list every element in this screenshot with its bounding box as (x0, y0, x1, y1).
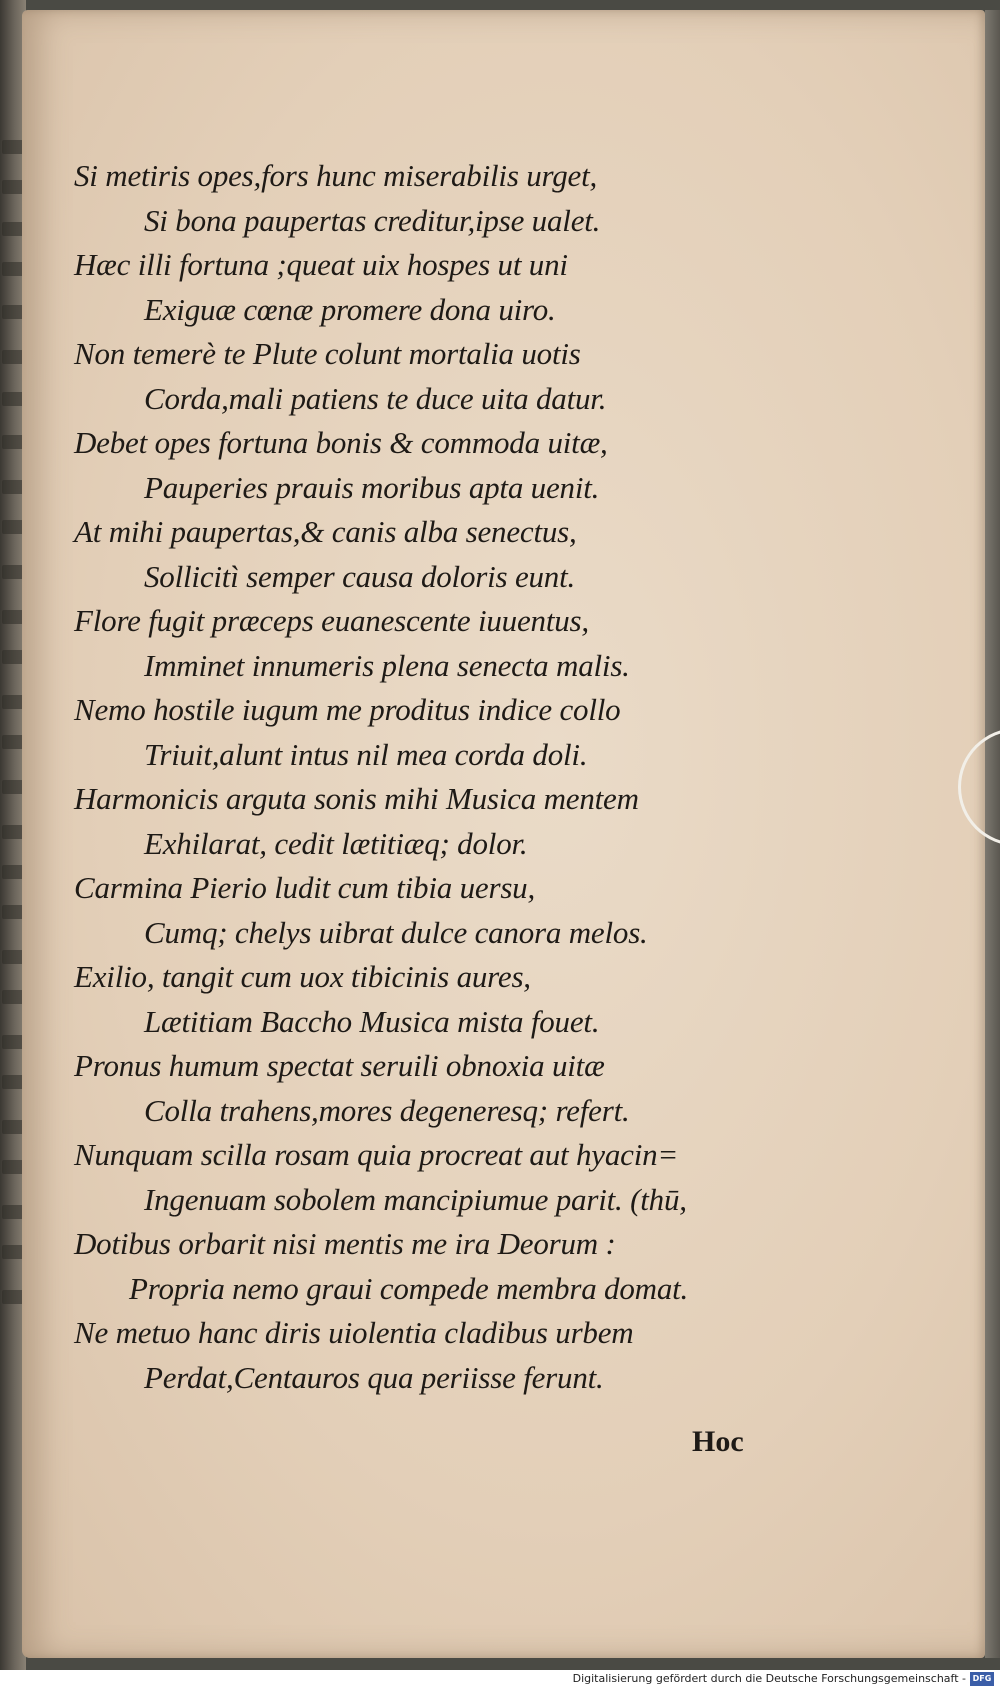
verse-line: Sollicitì semper causa doloris eunt. (144, 558, 576, 594)
verse-line: Corda,mali patiens te duce uita datur. (144, 380, 607, 416)
verse-line: Perdat,Centauros qua periisse ferunt. (144, 1359, 604, 1395)
digitization-footer (0, 1670, 1000, 1689)
verse-line: At mihi paupertas,& canis alba senectus, (74, 514, 577, 549)
verse-line: Hæc illi fortuna ;queat uix hospes ut uni (74, 247, 568, 282)
verse-line: Exhilarat, cedit lætitiæq; dolor. (144, 825, 528, 861)
verse-line: Non temerè te Plute colunt mortalia uotis (74, 336, 581, 371)
funding-credit: Digitalisierung gefördert durch die Deutsche Forschungsgemeinschaft - (572, 1672, 966, 1685)
verse-line: Harmonicis arguta sonis mihi Musica mentem (74, 781, 639, 816)
verse-line: Si bona paupertas creditur,ipse ualet. (144, 202, 601, 238)
verse-block (74, 154, 974, 1400)
verse-line: Cumq; chelys uibrat dulce canora melos. (144, 914, 648, 950)
verse-line: Pronus humum spectat seruili obnoxia uitæ (74, 1048, 605, 1083)
verse-line: Propria nemo graui compede membra domat. (129, 1270, 689, 1306)
dfg-logo: DFG (970, 1672, 994, 1686)
verse-line: Pauperies prauis moribus apta uenit. (144, 469, 600, 505)
verse-line: Nunquam scilla rosam quia procreat aut hyacin= (74, 1137, 679, 1172)
verse-line: Debet opes fortuna bonis & commoda uitæ, (74, 425, 608, 460)
verse-line: Flore fugit præceps euanescente iuuentus, (74, 603, 589, 638)
verse-line: Nemo hostile iugum me proditus indice collo (74, 692, 621, 727)
verse-line: Ingenuam sobolem mancipiumue parit. (thū, (144, 1181, 687, 1217)
verse-line: Triuit,alunt intus nil mea corda doli. (144, 736, 588, 772)
verse-line: Imminet innumeris plena senecta malis. (144, 647, 630, 683)
book-page (22, 10, 985, 1658)
verse-line: Colla trahens,mores degeneresq; refert. (144, 1092, 630, 1128)
verse-line: Dotibus orbarit nisi mentis me ira Deorum : (74, 1226, 616, 1261)
verse-line: Si metiris opes,fors hunc miserabilis urget, (74, 158, 598, 193)
verse-line: Lætitiam Baccho Musica mista fouet. (144, 1003, 600, 1039)
verse-line: Carmina Pierio ludit cum tibia uersu, (74, 870, 536, 905)
verse-line: Exilio, tangit cum uox tibicinis aures, (74, 959, 531, 994)
verse-line: Exiguæ cœnæ promere dona uiro. (144, 291, 556, 327)
catchword: Hoc (692, 1425, 744, 1458)
verse-line: Ne metuo hanc diris uiolentia cladibus urbem (74, 1315, 634, 1350)
